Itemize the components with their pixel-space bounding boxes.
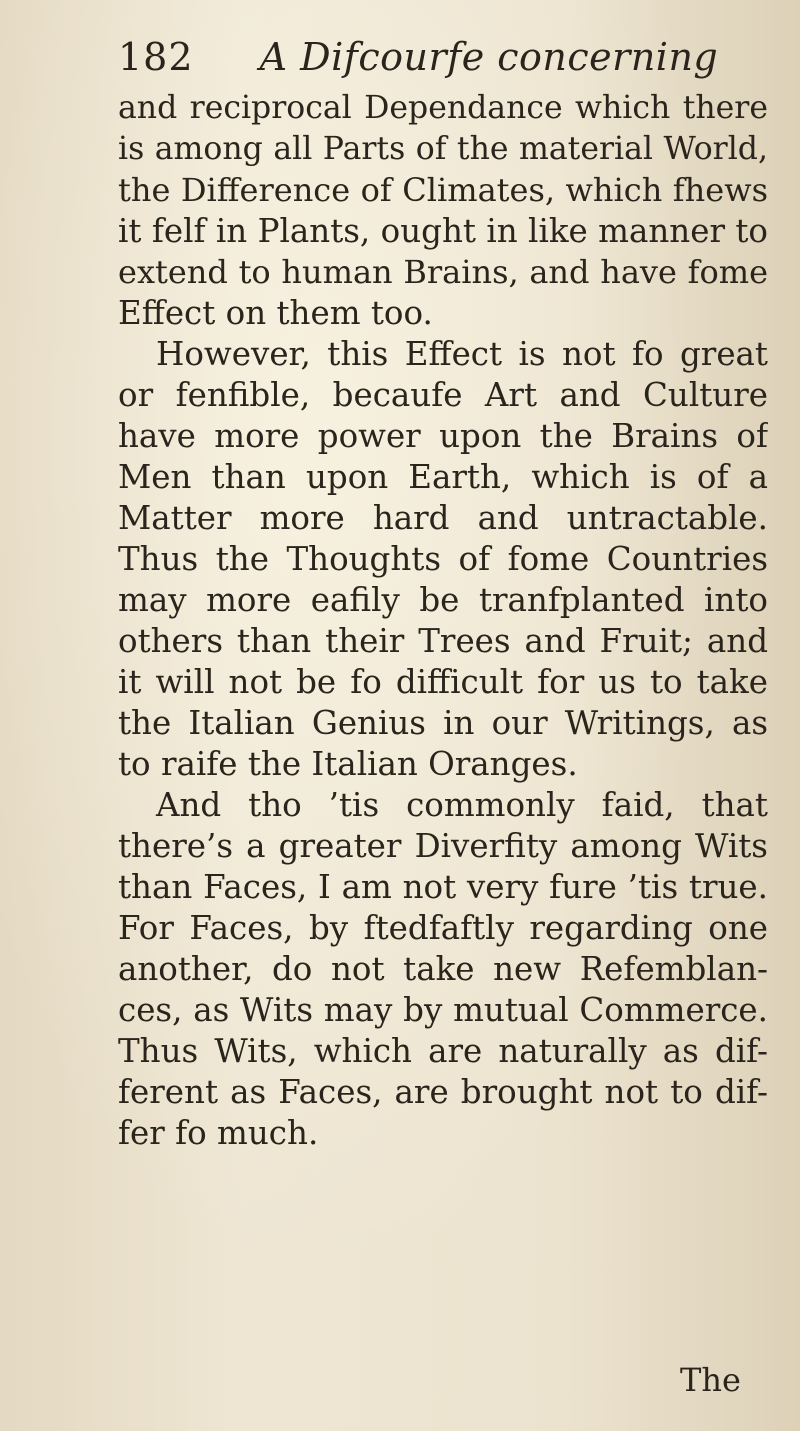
text-line: it felf in Plants, ought in like manner to (118, 212, 768, 250)
text-line: others than their Trees and Fruit; and (118, 622, 768, 660)
text-line: Men than upon Earth, which is of a (118, 458, 768, 496)
catchword: The (680, 1361, 741, 1399)
text-line: than Faces, I am not very fure ’tis true. (118, 868, 768, 906)
text-line: have more power upon the Brains of (118, 417, 768, 455)
text-line: ces, as Wits may by mutual Commerce. (118, 991, 768, 1029)
body-text (118, 88, 768, 1154)
text-line: For Faces, by ftedfaftly regarding one (118, 909, 768, 947)
page-number: 182 (118, 35, 194, 79)
text-line: ferent as Faces, are brought not to dif- (118, 1073, 768, 1111)
text-line: the Difference of Climates, which fhews (118, 171, 768, 209)
text-line: may more eafily be tranfplanted into (118, 581, 768, 619)
text-line: Effect on them too. (118, 294, 433, 332)
text-line: is among all Parts of the material World, (118, 131, 768, 167)
text-line: to raife the Italian Oranges. (118, 745, 578, 783)
text-line: extend to human Brains, and have fome (118, 253, 768, 291)
text-line: fer fo much. (118, 1114, 319, 1152)
text-line: there’s a greater Diverfity among Wits (118, 827, 768, 865)
text-line: Matter more hard and untractable. (118, 499, 768, 537)
text-line: or fenfible, becaufe Art and Culture (118, 376, 768, 414)
text-line: it will not be fo difficult for us to take (118, 663, 768, 701)
text-line: Thus the Thoughts of fome Countries (118, 540, 768, 578)
running-head (118, 32, 758, 82)
text-line: And tho ’tis commonly faid, that (156, 786, 768, 824)
text-line: the Italian Genius in our Writings, as (118, 704, 768, 742)
text-line: However, this Effect is not fo great (156, 335, 768, 373)
text-line: another, do not take new Refemblan- (118, 950, 768, 988)
text-line: Thus Wits, which are naturally as dif- (118, 1032, 768, 1070)
text-line: and reciprocal Dependance which there (118, 90, 768, 126)
running-head-title: A Difcourfe concerning (259, 35, 719, 79)
